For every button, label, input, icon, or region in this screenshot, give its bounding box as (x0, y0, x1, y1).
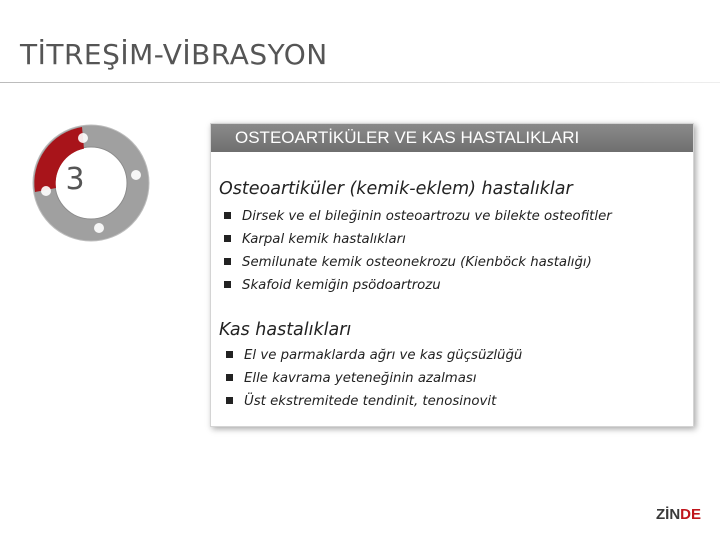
panel-header (211, 124, 693, 152)
list-item: El ve parmaklarda ağrı ve kas güçsüzlüğü (226, 344, 522, 367)
section-heading-osteoarticular: Osteoartiküler (kemik-eklem) hastalıklar (219, 179, 573, 199)
list-item: Skafoid kemiğin psödoartrozu (224, 274, 612, 297)
bullet-square-icon (224, 281, 231, 288)
list-item: Elle kavrama yeteneğinin azalması (226, 367, 522, 390)
osteoarticular-list (224, 205, 612, 297)
bullet-square-icon (226, 374, 233, 381)
content-panel (210, 123, 694, 427)
muscle-list (226, 344, 522, 413)
list-item: Semilunate kemik osteonekrozu (Kienböck hastalığı) (224, 251, 612, 274)
bullet-square-icon (226, 351, 233, 358)
list-item: Üst ekstremitede tendinit, tenosinovit (226, 390, 522, 413)
section-heading-muscle: Kas hastalıkları (219, 320, 352, 340)
bullet-square-icon (224, 212, 231, 219)
panel-header-title: OSTEOARTİKÜLER VE KAS HASTALIKLARI (235, 128, 580, 147)
title-divider (0, 82, 720, 83)
bullet-square-icon (226, 397, 233, 404)
list-item: Karpal kemik hastalıkları (224, 228, 612, 251)
step-progress-ring (26, 118, 156, 248)
zinde-logo: ZİNDE (656, 506, 702, 523)
bullet-square-icon (224, 235, 231, 242)
list-item: Dirsek ve el bileğinin osteoartrozu ve bilekte osteofitler (224, 205, 612, 228)
bullet-square-icon (224, 258, 231, 265)
step-number: 3 (65, 162, 85, 197)
slide-title: TİTREŞİM-VİBRASYON (20, 38, 328, 71)
